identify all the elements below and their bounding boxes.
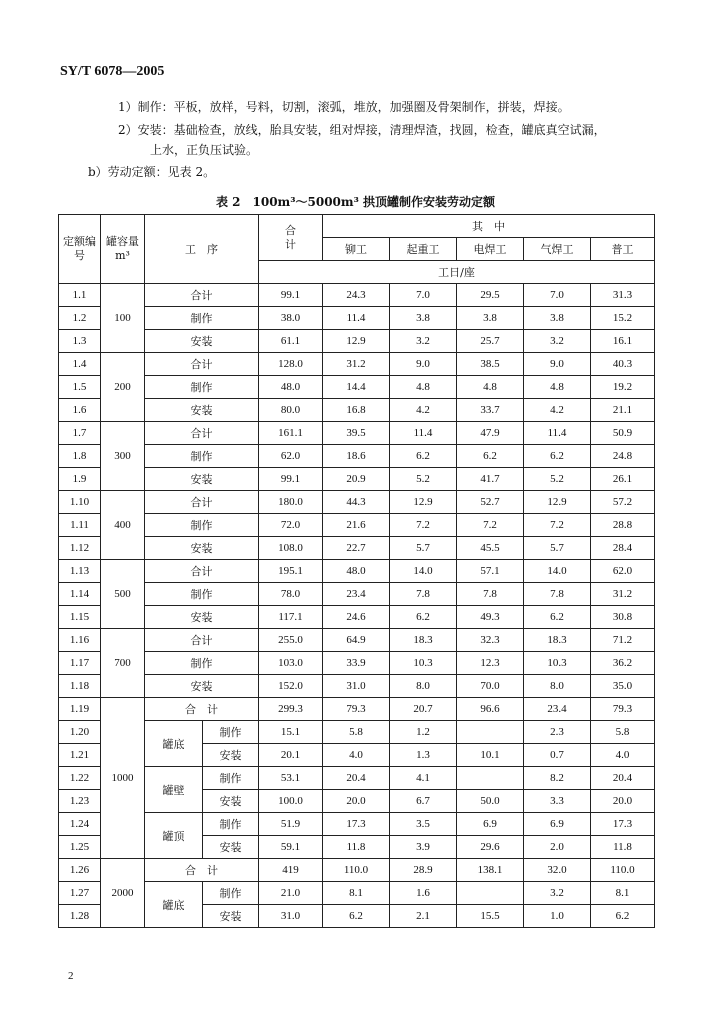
subprocess-cell: 安装 (203, 836, 259, 859)
table-row (59, 445, 655, 468)
worker-value-cell: 1.2 (390, 721, 457, 744)
worker-value-cell: 4.8 (390, 376, 457, 399)
worker-value-cell: 7.8 (524, 583, 591, 606)
worker-value-cell: 3.9 (390, 836, 457, 859)
capacity-cell: 400 (101, 491, 145, 560)
worker-value-cell: 6.2 (390, 606, 457, 629)
table-row (59, 468, 655, 491)
worker-value-cell: 5.2 (524, 468, 591, 491)
worker-value-cell: 3.2 (524, 882, 591, 905)
process-cell: 合计 (145, 560, 259, 583)
capacity-cell: 700 (101, 629, 145, 698)
worker-value-cell: 31.0 (323, 675, 390, 698)
table-row (59, 675, 655, 698)
table-body (59, 284, 655, 928)
worker-value-cell: 4.2 (524, 399, 591, 422)
worker-value-cell: 96.6 (457, 698, 524, 721)
table-row (59, 514, 655, 537)
paragraph-item-2-line-2: 上水，正负压试验。 (150, 143, 259, 157)
total-cell: 62.0 (259, 445, 323, 468)
capacity-cell: 300 (101, 422, 145, 491)
worker-value-cell: 20.4 (591, 767, 655, 790)
worker-value-cell: 6.9 (457, 813, 524, 836)
worker-value-cell: 52.7 (457, 491, 524, 514)
worker-value-cell: 6.2 (524, 445, 591, 468)
worker-value-cell: 79.3 (591, 698, 655, 721)
labor-quota-table (58, 214, 655, 928)
worker-value-cell: 57.1 (457, 560, 524, 583)
worker-value-cell: 24.8 (591, 445, 655, 468)
total-cell: 100.0 (259, 790, 323, 813)
table-row (59, 491, 655, 514)
table-row (59, 813, 655, 836)
total-cell: 180.0 (259, 491, 323, 514)
table-row (59, 399, 655, 422)
header-worker: 起重工 (390, 238, 457, 261)
worker-value-cell: 20.0 (323, 790, 390, 813)
worker-value-cell: 49.3 (457, 606, 524, 629)
worker-value-cell: 2.0 (524, 836, 591, 859)
worker-value-cell: 38.5 (457, 353, 524, 376)
worker-value-cell: 26.1 (591, 468, 655, 491)
code-cell: 1.10 (59, 491, 101, 514)
worker-value-cell: 25.7 (457, 330, 524, 353)
worker-value-cell: 79.3 (323, 698, 390, 721)
header-capacity: 罐容量m³ (101, 215, 145, 284)
process-cell: 制作 (145, 307, 259, 330)
worker-value-cell: 22.7 (323, 537, 390, 560)
code-cell: 1.26 (59, 859, 101, 882)
worker-value-cell: 48.0 (323, 560, 390, 583)
header-worker: 普工 (591, 238, 655, 261)
code-cell: 1.17 (59, 652, 101, 675)
worker-value-cell (457, 721, 524, 744)
worker-value-cell: 20.7 (390, 698, 457, 721)
worker-value-cell: 7.8 (457, 583, 524, 606)
worker-value-cell: 21.6 (323, 514, 390, 537)
worker-value-cell: 40.3 (591, 353, 655, 376)
table-row (59, 698, 655, 721)
total-cell: 299.3 (259, 698, 323, 721)
worker-value-cell: 16.8 (323, 399, 390, 422)
process-cell: 制作 (145, 583, 259, 606)
table-row (59, 353, 655, 376)
code-cell: 1.1 (59, 284, 101, 307)
worker-value-cell: 29.5 (457, 284, 524, 307)
worker-value-cell: 12.9 (323, 330, 390, 353)
code-cell: 1.15 (59, 606, 101, 629)
worker-value-cell: 45.5 (457, 537, 524, 560)
total-cell: 78.0 (259, 583, 323, 606)
worker-value-cell: 6.2 (591, 905, 655, 928)
worker-value-cell: 10.1 (457, 744, 524, 767)
total-cell: 195.1 (259, 560, 323, 583)
worker-value-cell: 15.5 (457, 905, 524, 928)
worker-value-cell: 3.2 (524, 330, 591, 353)
code-cell: 1.6 (59, 399, 101, 422)
worker-value-cell: 9.0 (524, 353, 591, 376)
worker-value-cell: 138.1 (457, 859, 524, 882)
total-cell: 38.0 (259, 307, 323, 330)
worker-value-cell: 4.2 (390, 399, 457, 422)
process-cell: 安装 (145, 675, 259, 698)
worker-value-cell: 44.3 (323, 491, 390, 514)
worker-value-cell: 14.4 (323, 376, 390, 399)
worker-value-cell: 23.4 (323, 583, 390, 606)
worker-value-cell: 32.0 (524, 859, 591, 882)
worker-value-cell: 23.4 (524, 698, 591, 721)
worker-value-cell: 6.2 (390, 445, 457, 468)
table-row (59, 560, 655, 583)
header-among: 其 中 (323, 215, 655, 238)
part-cell: 罐壁 (145, 767, 203, 813)
table-row (59, 583, 655, 606)
worker-value-cell: 18.6 (323, 445, 390, 468)
worker-value-cell: 35.0 (591, 675, 655, 698)
worker-value-cell: 8.1 (591, 882, 655, 905)
process-cell: 制作 (145, 376, 259, 399)
subprocess-cell: 制作 (203, 882, 259, 905)
worker-value-cell: 28.4 (591, 537, 655, 560)
code-cell: 1.13 (59, 560, 101, 583)
total-cell: 21.0 (259, 882, 323, 905)
worker-value-cell: 19.2 (591, 376, 655, 399)
worker-value-cell: 7.0 (524, 284, 591, 307)
worker-value-cell: 41.7 (457, 468, 524, 491)
process-cell: 安装 (145, 606, 259, 629)
capacity-cell: 100 (101, 284, 145, 353)
worker-value-cell: 3.3 (524, 790, 591, 813)
code-cell: 1.16 (59, 629, 101, 652)
worker-value-cell: 71.2 (591, 629, 655, 652)
subprocess-cell: 安装 (203, 905, 259, 928)
worker-value-cell: 31.2 (591, 583, 655, 606)
worker-value-cell: 8.2 (524, 767, 591, 790)
table-row (59, 307, 655, 330)
worker-value-cell: 15.2 (591, 307, 655, 330)
worker-value-cell: 33.7 (457, 399, 524, 422)
worker-value-cell: 17.3 (591, 813, 655, 836)
total-cell: 59.1 (259, 836, 323, 859)
paragraph-item-b: b）劳动定额：见表 2。 (88, 165, 216, 179)
code-cell: 1.27 (59, 882, 101, 905)
total-cell: 31.0 (259, 905, 323, 928)
worker-value-cell: 31.3 (591, 284, 655, 307)
table-row (59, 721, 655, 744)
worker-value-cell: 5.2 (390, 468, 457, 491)
worker-value-cell: 5.7 (390, 537, 457, 560)
worker-value-cell: 5.8 (591, 721, 655, 744)
header-worker: 铆工 (323, 238, 390, 261)
code-cell: 1.11 (59, 514, 101, 537)
worker-value-cell: 5.7 (524, 537, 591, 560)
worker-value-cell: 7.2 (524, 514, 591, 537)
worker-value-cell: 12.9 (524, 491, 591, 514)
process-cell: 合计 (145, 284, 259, 307)
process-cell: 安装 (145, 468, 259, 491)
paragraph-item-1: 1）制作：平板，放样，号料，切割，滚弧，堆放，加强圈及骨架制作，拼装，焊接。 (118, 100, 570, 114)
table-caption: 表 2 100m³～5000m³ 拱顶罐制作安装劳动定额 (215, 195, 496, 209)
total-cell: 61.1 (259, 330, 323, 353)
worker-value-cell: 7.0 (390, 284, 457, 307)
total-cell: 419 (259, 859, 323, 882)
code-cell: 1.25 (59, 836, 101, 859)
code-cell: 1.14 (59, 583, 101, 606)
table-row (59, 882, 655, 905)
code-cell: 1.4 (59, 353, 101, 376)
total-cell: 53.1 (259, 767, 323, 790)
table-row (59, 537, 655, 560)
worker-value-cell: 2.1 (390, 905, 457, 928)
subprocess-cell: 制作 (203, 767, 259, 790)
code-cell: 1.5 (59, 376, 101, 399)
total-cell: 128.0 (259, 353, 323, 376)
process-cell: 制作 (145, 445, 259, 468)
subprocess-cell: 制作 (203, 721, 259, 744)
code-cell: 1.3 (59, 330, 101, 353)
part-cell: 罐顶 (145, 813, 203, 859)
worker-value-cell: 0.7 (524, 744, 591, 767)
worker-value-cell: 4.0 (591, 744, 655, 767)
process-cell: 安装 (145, 330, 259, 353)
worker-value-cell (457, 767, 524, 790)
table-row (59, 859, 655, 882)
worker-value-cell: 110.0 (591, 859, 655, 882)
table-row (59, 330, 655, 353)
worker-value-cell: 36.2 (591, 652, 655, 675)
total-cell: 99.1 (259, 284, 323, 307)
process-cell: 制作 (145, 652, 259, 675)
worker-value-cell: 4.8 (524, 376, 591, 399)
worker-value-cell: 14.0 (524, 560, 591, 583)
header-total: 合计 (259, 215, 323, 261)
worker-value-cell (457, 882, 524, 905)
worker-value-cell: 33.9 (323, 652, 390, 675)
total-cell: 99.1 (259, 468, 323, 491)
table-row (59, 376, 655, 399)
worker-value-cell: 70.0 (457, 675, 524, 698)
process-cell: 合 计 (145, 698, 259, 721)
total-cell: 152.0 (259, 675, 323, 698)
worker-value-cell: 16.1 (591, 330, 655, 353)
worker-value-cell: 24.6 (323, 606, 390, 629)
worker-value-cell: 7.2 (457, 514, 524, 537)
worker-value-cell: 20.9 (323, 468, 390, 491)
code-cell: 1.7 (59, 422, 101, 445)
process-cell: 制作 (145, 514, 259, 537)
worker-value-cell: 17.3 (323, 813, 390, 836)
worker-value-cell: 47.9 (457, 422, 524, 445)
worker-value-cell: 32.3 (457, 629, 524, 652)
worker-value-cell: 21.1 (591, 399, 655, 422)
standard-code: SY/T 6078—2005 (60, 64, 165, 79)
total-cell: 80.0 (259, 399, 323, 422)
worker-value-cell: 64.9 (323, 629, 390, 652)
worker-value-cell: 4.8 (457, 376, 524, 399)
worker-value-cell: 3.8 (390, 307, 457, 330)
total-cell: 103.0 (259, 652, 323, 675)
worker-value-cell: 110.0 (323, 859, 390, 882)
table-row (59, 606, 655, 629)
worker-value-cell: 4.0 (323, 744, 390, 767)
code-cell: 1.8 (59, 445, 101, 468)
worker-value-cell: 3.8 (457, 307, 524, 330)
worker-value-cell: 28.8 (591, 514, 655, 537)
worker-value-cell: 18.3 (524, 629, 591, 652)
worker-value-cell: 30.8 (591, 606, 655, 629)
capacity-cell: 1000 (101, 698, 145, 859)
worker-value-cell: 11.4 (323, 307, 390, 330)
worker-value-cell: 6.7 (390, 790, 457, 813)
worker-value-cell: 14.0 (390, 560, 457, 583)
worker-value-cell: 6.2 (323, 905, 390, 928)
worker-value-cell: 10.3 (390, 652, 457, 675)
code-cell: 1.28 (59, 905, 101, 928)
subprocess-cell: 制作 (203, 813, 259, 836)
worker-value-cell: 12.9 (390, 491, 457, 514)
total-cell: 48.0 (259, 376, 323, 399)
worker-value-cell: 62.0 (591, 560, 655, 583)
worker-value-cell: 50.9 (591, 422, 655, 445)
worker-value-cell: 31.2 (323, 353, 390, 376)
worker-value-cell: 7.8 (390, 583, 457, 606)
total-cell: 15.1 (259, 721, 323, 744)
total-cell: 72.0 (259, 514, 323, 537)
code-cell: 1.21 (59, 744, 101, 767)
header-unit: 工日/座 (259, 261, 655, 284)
worker-value-cell: 8.1 (323, 882, 390, 905)
worker-value-cell: 28.9 (390, 859, 457, 882)
worker-value-cell: 3.2 (390, 330, 457, 353)
total-cell: 20.1 (259, 744, 323, 767)
worker-value-cell: 12.3 (457, 652, 524, 675)
worker-value-cell: 3.5 (390, 813, 457, 836)
subprocess-cell: 安装 (203, 790, 259, 813)
worker-value-cell: 7.2 (390, 514, 457, 537)
code-cell: 1.22 (59, 767, 101, 790)
worker-value-cell: 6.9 (524, 813, 591, 836)
worker-value-cell: 50.0 (457, 790, 524, 813)
part-cell: 罐底 (145, 882, 203, 928)
worker-value-cell: 24.3 (323, 284, 390, 307)
total-cell: 161.1 (259, 422, 323, 445)
code-cell: 1.2 (59, 307, 101, 330)
header-process: 工 序 (145, 215, 259, 284)
worker-value-cell: 3.8 (524, 307, 591, 330)
worker-value-cell: 18.3 (390, 629, 457, 652)
worker-value-cell: 4.1 (390, 767, 457, 790)
process-cell: 合计 (145, 491, 259, 514)
process-cell: 合计 (145, 629, 259, 652)
capacity-cell: 500 (101, 560, 145, 629)
worker-value-cell: 11.4 (390, 422, 457, 445)
total-cell: 51.9 (259, 813, 323, 836)
worker-value-cell: 20.0 (591, 790, 655, 813)
worker-value-cell: 6.2 (524, 606, 591, 629)
worker-value-cell: 1.6 (390, 882, 457, 905)
paragraph-item-2-line-1: 2）安装：基础检查，放线，胎具安装，组对焊接，清理焊渣，找圆，检查，罐底真空试漏， (118, 123, 606, 137)
subprocess-cell: 安装 (203, 744, 259, 767)
header-code: 定额编号 (59, 215, 101, 284)
table-row (59, 767, 655, 790)
part-cell: 罐底 (145, 721, 203, 767)
worker-value-cell: 8.0 (390, 675, 457, 698)
worker-value-cell: 2.3 (524, 721, 591, 744)
worker-value-cell: 11.8 (323, 836, 390, 859)
process-cell: 合 计 (145, 859, 259, 882)
total-cell: 108.0 (259, 537, 323, 560)
worker-value-cell: 11.8 (591, 836, 655, 859)
capacity-cell: 2000 (101, 859, 145, 928)
process-cell: 安装 (145, 537, 259, 560)
code-cell: 1.12 (59, 537, 101, 560)
table-row (59, 284, 655, 307)
code-cell: 1.19 (59, 698, 101, 721)
worker-value-cell: 11.4 (524, 422, 591, 445)
worker-value-cell: 9.0 (390, 353, 457, 376)
table-row (59, 422, 655, 445)
worker-value-cell: 57.2 (591, 491, 655, 514)
worker-value-cell: 5.8 (323, 721, 390, 744)
code-cell: 1.9 (59, 468, 101, 491)
process-cell: 安装 (145, 399, 259, 422)
worker-value-cell: 6.2 (457, 445, 524, 468)
process-cell: 合计 (145, 353, 259, 376)
table-row (59, 629, 655, 652)
total-cell: 255.0 (259, 629, 323, 652)
worker-value-cell: 10.3 (524, 652, 591, 675)
table-row (59, 652, 655, 675)
worker-value-cell: 29.6 (457, 836, 524, 859)
code-cell: 1.23 (59, 790, 101, 813)
code-cell: 1.20 (59, 721, 101, 744)
worker-value-cell: 1.0 (524, 905, 591, 928)
header-worker: 电焊工 (457, 238, 524, 261)
worker-value-cell: 39.5 (323, 422, 390, 445)
header-worker: 气焊工 (524, 238, 591, 261)
capacity-cell: 200 (101, 353, 145, 422)
page-number: 2 (68, 970, 74, 982)
code-cell: 1.18 (59, 675, 101, 698)
worker-value-cell: 8.0 (524, 675, 591, 698)
process-cell: 合计 (145, 422, 259, 445)
total-cell: 117.1 (259, 606, 323, 629)
worker-value-cell: 20.4 (323, 767, 390, 790)
worker-value-cell: 1.3 (390, 744, 457, 767)
code-cell: 1.24 (59, 813, 101, 836)
